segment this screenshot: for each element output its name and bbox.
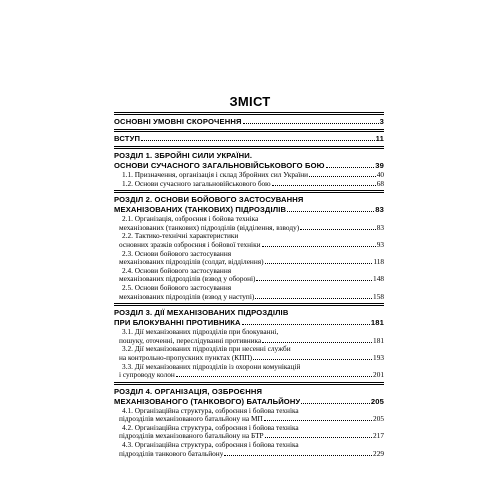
toc-entry-title: механізованих (танкових) підрозділів (відділення, взводу): [119, 223, 300, 232]
toc-entry-title: 4.1. Організаційна структура, озброєння і бойова техніка: [122, 406, 299, 415]
toc-entry[interactable]: [114, 250, 384, 259]
toc-entry[interactable]: [114, 441, 384, 450]
toc-entry[interactable]: [114, 224, 384, 233]
toc-entry[interactable]: [114, 134, 384, 144]
toc-entry-title: 2.5. Основи бойового застосування: [122, 283, 232, 292]
toc-page-number: 217: [373, 431, 384, 441]
toc-entry[interactable]: [114, 337, 384, 346]
toc-entry-title: 3.3. Дії механізованих підрозділів із охорони комунікацій: [122, 362, 301, 371]
toc-section-3: [114, 306, 384, 382]
toc-page-number: 68: [376, 178, 384, 188]
dot-leader: [242, 324, 370, 325]
toc-entry-title: 2.1. Організація, озброєння і бойова техніка: [122, 215, 259, 224]
dot-leader: [301, 403, 370, 404]
dot-leader: [256, 280, 372, 281]
toc-entry[interactable]: [114, 328, 384, 337]
toc-entry-title: механізованих підрозділів (взвод у наступі): [119, 292, 255, 301]
toc-page-number: 3: [379, 117, 384, 126]
toc-entry[interactable]: [114, 345, 384, 354]
toc-page-number: 11: [375, 134, 384, 143]
toc-entry-title: механізованих підрозділів (солдат, відділення): [119, 258, 264, 267]
toc-section-2: [114, 193, 384, 303]
toc-page-number: 229: [373, 448, 384, 458]
toc-entry[interactable]: [114, 241, 384, 250]
toc-page-number: 181: [370, 318, 384, 328]
section-heading[interactable]: [114, 195, 384, 205]
toc-page-number: 39: [375, 161, 384, 170]
toc-entry[interactable]: [114, 232, 384, 241]
toc-entry[interactable]: [114, 215, 384, 224]
toc-entry-title: підрозділів механізованого батальйону на МП: [119, 415, 263, 424]
section-heading-line2: ПРИ БЛОКУВАННІ ПРОТИВНИКА: [114, 318, 241, 328]
section-heading-line2: МЕХАНІЗОВАНИХ (ТАНКОВИХ) ПІДРОЗДІЛІВ: [114, 205, 287, 215]
toc-entry[interactable]: [114, 354, 384, 363]
section-heading-line1: РОЗДІЛ 1. ЗБРОЙНІ СИЛИ УКРАЇНИ.: [114, 151, 253, 160]
toc-entry[interactable]: [114, 293, 384, 302]
dot-leader: [176, 376, 372, 377]
toc-entry-title: ОСНОВНІ УМОВНІ СКОРОЧЕННЯ: [114, 117, 242, 126]
dot-leader: [253, 359, 372, 360]
toc-entry-title: механізованих підрозділів (взвод у обороні): [119, 275, 256, 284]
section-heading[interactable]: [114, 397, 384, 407]
toc-entry-title: 1.2. Основи сучасного загальновійськового бою: [122, 179, 271, 188]
toc-page-number: 148: [373, 274, 384, 284]
toc-page-number: 201: [373, 370, 384, 380]
toc-entry-title: підрозділів танкового батальйону: [119, 449, 224, 458]
toc-page-number: 193: [373, 352, 384, 362]
dot-leader: [264, 420, 372, 421]
dot-leader: [243, 123, 379, 124]
toc-section-1: [114, 149, 384, 190]
dot-leader: [141, 140, 375, 141]
toc-page-number: 205: [370, 396, 384, 406]
section-heading[interactable]: [114, 387, 384, 397]
toc-entry[interactable]: [114, 267, 384, 276]
toc-section-4: [114, 385, 384, 461]
toc-entry-title: 2.2. Тактико-технічні характеристики: [122, 232, 239, 241]
toc-entry-title: 4.3. Організаційна структура, озброєння і бойова техніка: [122, 441, 299, 450]
toc-page-number: 83: [375, 205, 384, 215]
section-heading-line2: МЕХАНІЗОВАНОГО (ТАНКОВОГО) БАТАЛЬЙОНУ: [114, 396, 301, 406]
section-heading[interactable]: [114, 151, 384, 161]
toc-entry[interactable]: [114, 450, 384, 459]
dot-leader: [224, 455, 372, 456]
section-heading[interactable]: [114, 205, 384, 215]
toc-section-intro: [114, 132, 384, 146]
toc-page-number: 93: [376, 239, 384, 249]
toc-entry[interactable]: [114, 275, 384, 284]
toc-entry-title: 2.4. Основи бойового застосування: [122, 266, 232, 275]
toc-entry[interactable]: [114, 258, 384, 267]
toc-entry-title: на контрольно-пропускних пунктах (КПП): [119, 353, 253, 362]
section-heading-line2: ОСНОВИ СУЧАСНОГО ЗАГАЛЬНОВІЙСЬКОВОГО БОЮ: [114, 161, 325, 170]
toc-entry[interactable]: [114, 171, 384, 180]
toc-entry-title: 2.3. Основи бойового застосування: [122, 249, 232, 258]
section-heading[interactable]: [114, 308, 384, 318]
dot-leader: [265, 263, 373, 264]
toc-entry[interactable]: [114, 407, 384, 416]
dot-leader: [262, 342, 372, 343]
toc-page-number: 118: [373, 257, 384, 267]
dot-leader: [309, 176, 376, 177]
section-heading-line1: РОЗДІЛ 3. ДІЇ МЕХАНІЗОВАНИХ ПІДРОЗДІЛІВ: [114, 308, 289, 318]
toc-page-number: 158: [373, 291, 384, 301]
toc-entry[interactable]: [114, 117, 384, 127]
toc-page-number: 83: [376, 222, 384, 232]
toc-entry[interactable]: [114, 180, 384, 189]
section-heading-line1: РОЗДІЛ 2. ОСНОВИ БОЙОВОГО ЗАСТОСУВАННЯ: [114, 195, 304, 205]
toc-page-number: 181: [373, 335, 384, 345]
toc-entry[interactable]: [114, 432, 384, 441]
toc-entry-title: пошуку, оточенні, переслідуванні противника: [119, 336, 262, 345]
toc-entry[interactable]: [114, 371, 384, 380]
toc-entry-title: 3.2. Дії механізованих підрозділів при несенні служби: [122, 345, 291, 354]
section-heading[interactable]: [114, 318, 384, 328]
toc-page-number: 205: [373, 414, 384, 424]
toc-entry[interactable]: [114, 415, 384, 424]
toc-entry[interactable]: [114, 363, 384, 372]
toc-entry[interactable]: [114, 284, 384, 293]
toc-section-abbreviations: [114, 115, 384, 129]
toc-page-number: 40: [376, 170, 384, 179]
dot-leader: [272, 185, 376, 186]
dot-leader: [287, 211, 374, 212]
dot-leader: [262, 246, 376, 247]
section-heading[interactable]: [114, 161, 384, 171]
toc-entry-title: 1.1. Призначення, організація і склад Збройних сил України: [122, 171, 309, 179]
dot-leader: [326, 167, 375, 168]
toc-entry-title: підрозділів механізованого батальйону на БТР: [119, 432, 264, 441]
toc-entry[interactable]: [114, 424, 384, 433]
toc-entry-title: 4.2. Організаційна структура, озброєння і бойова техніка: [122, 423, 299, 432]
toc-entry-title: основних зразків озброєння і бойової техніки: [119, 240, 261, 249]
dot-leader: [300, 229, 376, 230]
toc-entry-title: ВСТУП: [114, 134, 141, 143]
dot-leader: [265, 437, 372, 438]
table-of-contents: [114, 112, 384, 460]
toc-entry-title: 3.1. Дії механізованих підрозділів при блокуванні,: [122, 328, 279, 337]
section-heading-line1: РОЗДІЛ 4. ОРГАНІЗАЦІЯ, ОЗБРОЄННЯ: [114, 386, 263, 396]
toc-entry-title: і супроводу колон: [119, 371, 175, 380]
page-title: ЗМІСТ: [229, 94, 271, 109]
dot-leader: [255, 298, 372, 299]
